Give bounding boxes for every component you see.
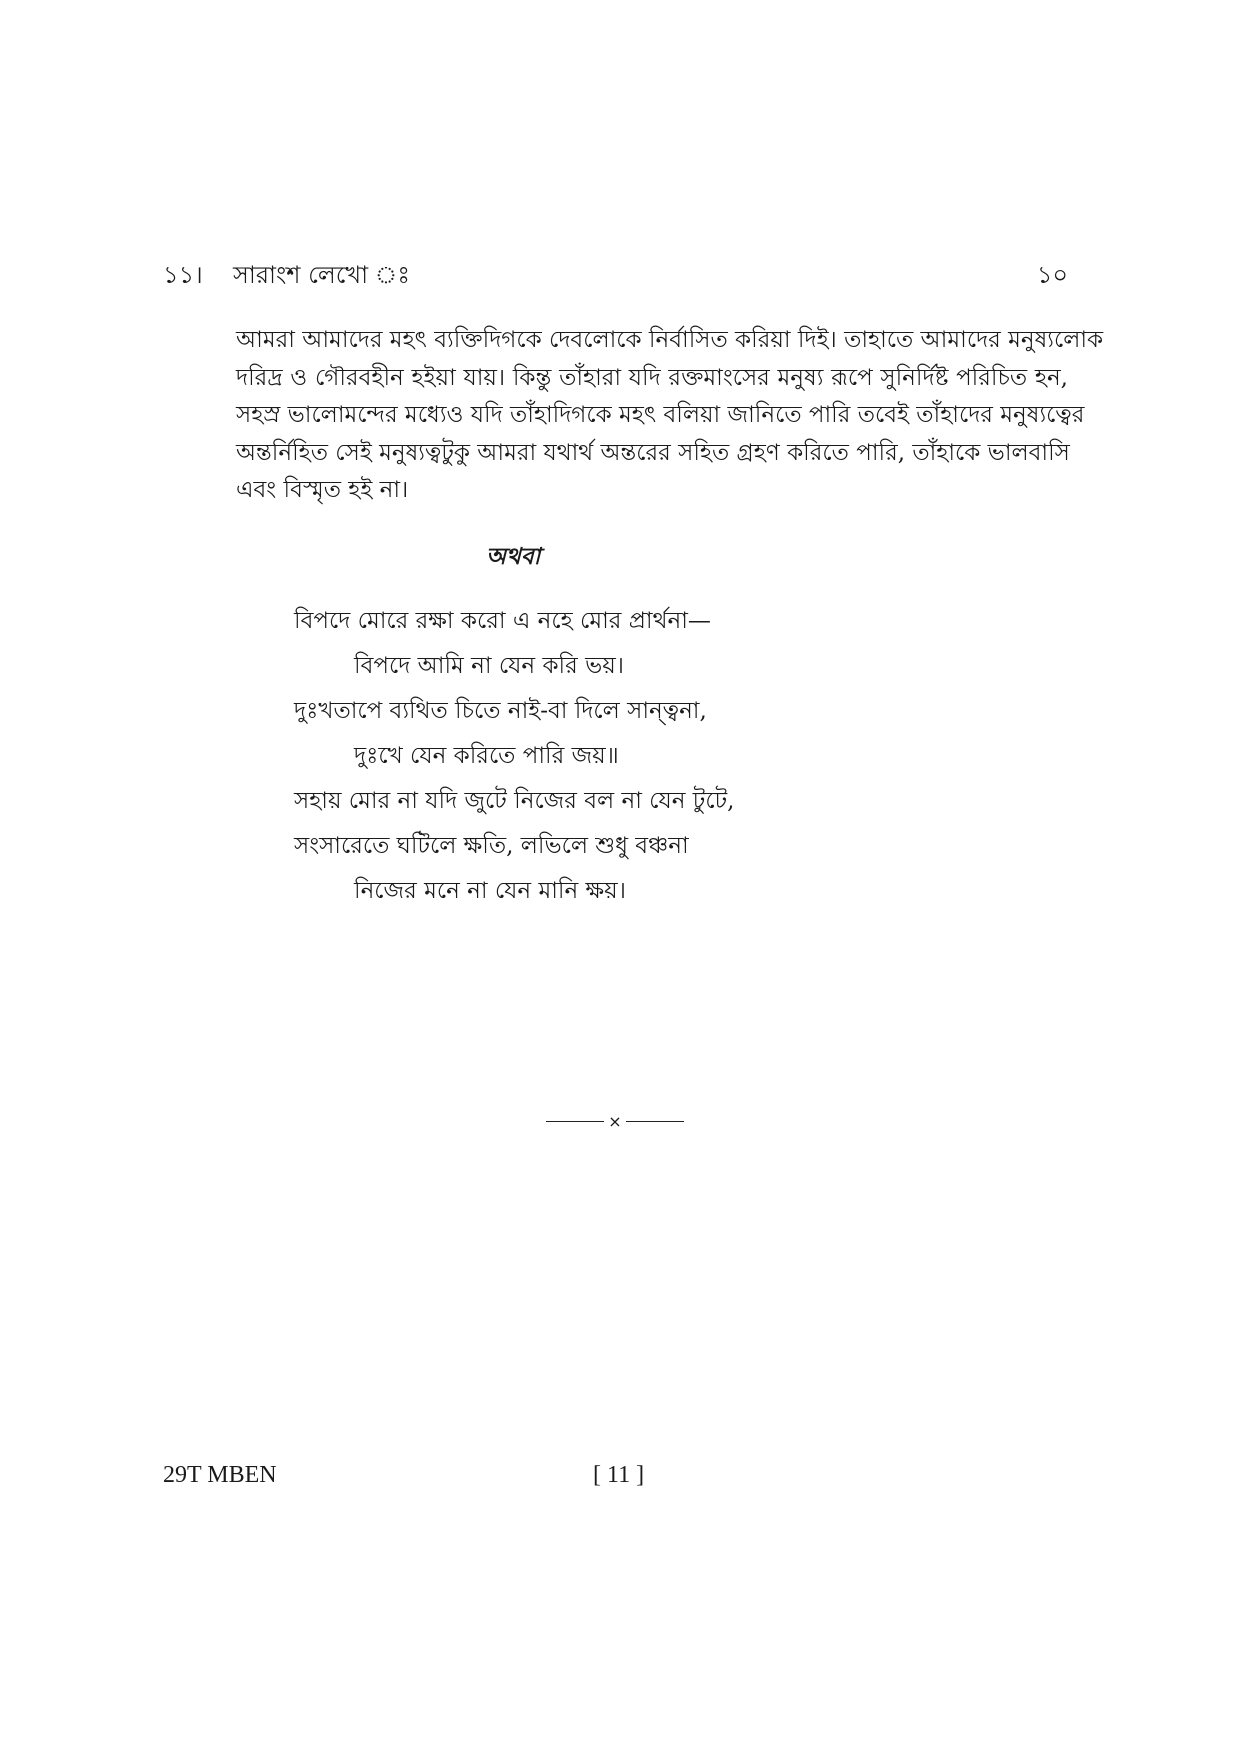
page-number: [ 11 ] xyxy=(593,1462,645,1488)
summary-passage xyxy=(236,322,1104,510)
question-number: ১১। xyxy=(163,261,203,289)
passage-line: অন্তর্নিহিত সেই মনুষ্যত্বটুকু আমরা যথার্থ অন্তরের সহিত গ্রহণ করিতে পারি, তাঁহাকে ভালবাসি xyxy=(236,439,1070,466)
poem-line: সংসারেতে ঘটিলে ক্ষতি, লভিলে শুধু বঞ্চনা xyxy=(294,833,689,859)
poem-line: বিপদে আমি না যেন করি ভয়। xyxy=(354,653,624,679)
question-title: সারাংশ লেখো ঃ xyxy=(233,261,411,289)
question-header xyxy=(163,258,1068,292)
passage-line: সহস্র ভালোমন্দের মধ্যেও যদি তাঁহাদিগকে মহৎ বলিয়া জানিতে পারি তবেই তাঁহাদের মনুষ্যত্বের xyxy=(236,402,1085,428)
passage-line: আমরা আমাদের মহৎ ব্যক্তিদিগকে দেবলোকে নির্বাসিত করিয়া দিই। তাহাতে আমাদের মনুষ্যলোক xyxy=(236,327,1104,353)
passage-line: এবং বিস্মৃত হই না। xyxy=(236,477,409,503)
passage-line: দরিদ্র ও গৌরবহীন হইয়া যায়। কিন্তু তাঁহারা যদি রক্তমাংসের মনুষ্য রূপে সুনির্দিষ্ট পরিচিত হন, xyxy=(236,364,1068,391)
paper-code: 29T MBEN xyxy=(163,1462,277,1488)
divider-line-right xyxy=(626,1121,684,1122)
poem-line: দুঃখতাপে ব্যথিত চিতে নাই-বা দিলে সান্ত্বনা, xyxy=(294,698,707,724)
end-of-paper-mark xyxy=(540,1106,690,1136)
poem-line: দুঃখে যেন করিতে পারি জয়॥ xyxy=(354,743,619,769)
poem-line: বিপদে মোরে রক্ষা করো এ নহে মোর প্রার্থনা— xyxy=(294,608,711,634)
poem-line: নিজের মনে না যেন মানি ক্ষয়। xyxy=(354,878,626,904)
question-marks: ১০ xyxy=(1036,261,1068,289)
divider-line-left xyxy=(546,1121,604,1122)
cross-icon: × xyxy=(608,1111,622,1131)
poem-line: সহায় মোর না যদি জুটে নিজের বল না যেন টুটে, xyxy=(294,788,735,814)
or-label: অথবা xyxy=(486,543,541,570)
